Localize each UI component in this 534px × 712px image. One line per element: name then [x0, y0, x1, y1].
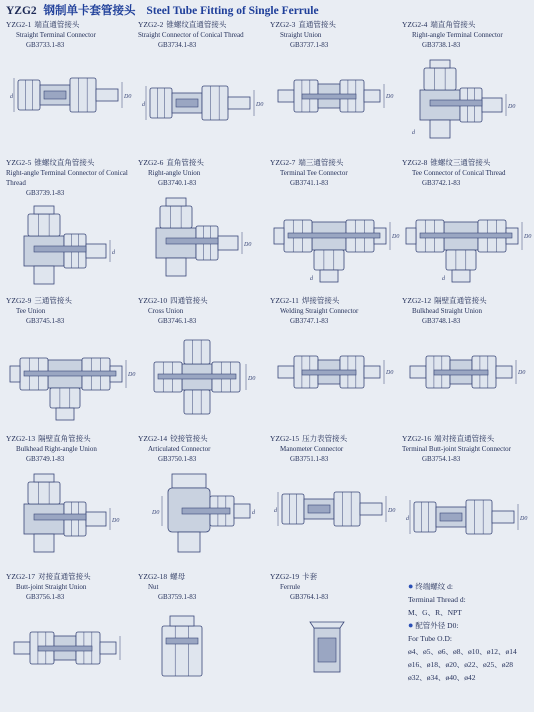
fitting-sketch-6: [274, 198, 398, 288]
fitting-drawing: [142, 612, 266, 702]
fitting-standard: GB3739.1-83: [26, 189, 65, 197]
fitting-name-en: Straight Connector of Conical Thread: [138, 31, 244, 39]
legend-thread-cn-row: [408, 580, 530, 593]
fitting-name-en: Tee Connector of Conical Thread: [412, 169, 506, 177]
fitting-code-name: [6, 296, 138, 306]
fitting-code-name: [270, 434, 402, 444]
fitting-name-en: Right-angle Terminal Connector of Conical Thread: [6, 169, 128, 187]
fitting-drawing: [274, 198, 398, 288]
fitting-drawing: [10, 60, 134, 150]
fitting-caption: [6, 572, 138, 602]
fitting-code-name: [138, 434, 270, 444]
fitting-name-en: Bulkhead Right-angle Union: [16, 445, 97, 453]
fitting-name-cn: 对接直通管接头: [38, 572, 91, 581]
svg-text:D0: D0: [392, 234, 400, 240]
fitting-name-cn: 锥螺纹三通管接头: [430, 158, 491, 167]
fitting-code-name: [6, 20, 138, 30]
fitting-code-name: [402, 434, 534, 444]
fitting-name-cn: 螺母: [170, 572, 186, 581]
fitting-caption: [138, 296, 270, 326]
svg-text:d: d: [10, 94, 13, 100]
title-english: Steel Tube Fitting of Single Ferrule: [146, 5, 319, 17]
fitting-drawing: [10, 336, 134, 426]
fitting-sketch-14: [274, 474, 398, 564]
fitting-caption: [138, 434, 270, 464]
fitting-sketch-1: [142, 68, 266, 158]
fitting-code: YZG2-13: [6, 434, 36, 443]
page-title: [6, 2, 319, 18]
fitting-name-en: Manometer Connector: [280, 445, 344, 453]
fitting-standard: GB3746.1-83: [158, 317, 197, 325]
legend-tube-cn: 配管外径 D0:: [415, 621, 459, 630]
fitting-drawing: [142, 68, 266, 158]
fitting-drawing: [406, 198, 530, 288]
fitting-item: [6, 572, 138, 712]
fitting-code: YZG2-19: [270, 572, 300, 581]
legend-thread-cn: 终端螺纹 d:: [415, 582, 454, 591]
fitting-code: YZG2-11: [270, 296, 299, 305]
fitting-code: YZG2-4: [402, 20, 428, 29]
fitting-name-cn: 压力表管接头: [302, 434, 348, 443]
fitting-item: [6, 20, 138, 160]
fitting-drawing: [406, 60, 530, 150]
svg-text:d: d: [252, 510, 255, 516]
fitting-code-name: [270, 296, 402, 306]
fitting-code-name: [402, 158, 534, 168]
fitting-standard: GB3741.1-83: [290, 179, 329, 187]
legend-thread-en: Terminal Thread d:: [408, 595, 466, 604]
fitting-sketch-18: [274, 612, 398, 702]
fitting-name-en: Nut: [148, 583, 159, 591]
fitting-sketch-4: [10, 206, 134, 296]
fitting-code: YZG2-1: [6, 20, 32, 29]
fitting-name-cn: 端对接直通管接头: [434, 434, 495, 443]
fitting-drawing: [10, 612, 134, 702]
fitting-code: YZG2-5: [6, 158, 32, 167]
fitting-drawing: [406, 336, 530, 426]
svg-text:D0: D0: [256, 102, 264, 108]
fitting-sketch-0: [10, 60, 134, 150]
svg-text:D0: D0: [386, 94, 394, 100]
fitting-caption: [270, 296, 402, 326]
svg-text:d: d: [274, 508, 277, 514]
fitting-item: [402, 434, 534, 574]
fitting-item: [402, 296, 534, 436]
fitting-code: YZG2-12: [402, 296, 432, 305]
fitting-caption: [402, 296, 534, 326]
fitting-name-cn: 锥螺纹直通管接头: [166, 20, 227, 29]
fitting-caption: [6, 20, 138, 50]
fitting-sketch-7: [406, 198, 530, 288]
fitting-name-cn: 直角管接头: [166, 158, 204, 167]
fitting-standard: GB3749.1-83: [26, 455, 65, 463]
fitting-name-cn: 卡套: [302, 572, 318, 581]
fitting-name-cn: 三通管接头: [34, 296, 72, 305]
fitting-name-en: Right-angle Union: [148, 169, 201, 177]
svg-text:d: d: [406, 516, 409, 522]
fitting-sketch-16: [10, 612, 134, 702]
fitting-drawing: [274, 60, 398, 150]
fitting-name-cn: 隔壁直角管接头: [38, 434, 91, 443]
fitting-code-name: [6, 572, 138, 582]
fitting-sketch-5: [142, 198, 266, 288]
fitting-standard: GB3751.1-83: [290, 455, 329, 463]
fitting-name-cn: 四通管接头: [170, 296, 208, 305]
fitting-name-cn: 端三通管接头: [298, 158, 344, 167]
fitting-drawing: [142, 336, 266, 426]
title-code: YZG2: [6, 5, 37, 17]
bullet-icon: ●: [408, 581, 414, 591]
fitting-caption: [138, 158, 270, 188]
fitting-standard: GB3733.1-83: [26, 41, 65, 49]
fitting-drawing: [274, 612, 398, 702]
fitting-sketch-3: [406, 60, 530, 150]
legend-tube-en: For Tube O.D:: [408, 634, 452, 643]
fitting-code-name: [138, 158, 270, 168]
legend-tube-line-3: ø32、ø34、ø40、ø42: [408, 673, 476, 682]
fitting-name-en: Articulated Connector: [148, 445, 211, 453]
fitting-standard: GB3764.1-83: [290, 593, 329, 601]
fitting-standard: GB3738.1-83: [422, 41, 461, 49]
fitting-sketch-9: [142, 336, 266, 426]
fitting-code: YZG2-14: [138, 434, 168, 443]
fitting-caption: [270, 158, 402, 188]
fitting-standard: GB3740.1-83: [158, 179, 197, 187]
fitting-item: [270, 296, 402, 436]
legend-tube-line-1: ø4、ø5、ø6、ø8、ø10、ø12、ø14: [408, 647, 517, 656]
fitting-name-en: Welding Straight Connector: [280, 307, 359, 315]
fitting-sketch-17: [142, 612, 266, 702]
fitting-name-en: Tee Union: [16, 307, 46, 315]
fitting-standard: GB3745.1-83: [26, 317, 65, 325]
fitting-code-name: [138, 20, 270, 30]
fitting-sketch-15: [406, 482, 530, 572]
legend-thread-values: M、G、R、NPT: [408, 608, 462, 617]
fitting-code: YZG2-7: [270, 158, 296, 167]
fitting-sketch-13: [142, 474, 266, 564]
fitting-code-name: [402, 20, 534, 30]
fitting-item: [6, 296, 138, 436]
legend-tube-cn-row: [408, 619, 530, 632]
fitting-code: YZG2-18: [138, 572, 168, 581]
svg-text:D0: D0: [248, 376, 256, 382]
fitting-drawing: [406, 482, 530, 572]
svg-text:d: d: [412, 130, 415, 136]
fitting-name-cn: 锥螺纹直角管接头: [34, 158, 95, 167]
svg-text:D0: D0: [152, 510, 160, 516]
fitting-standard: GB3734.1-83: [158, 41, 197, 49]
svg-text:D0: D0: [112, 518, 120, 524]
fitting-name-cn: 焊接管接头: [301, 296, 340, 305]
fitting-caption: [6, 296, 138, 326]
fitting-item: [402, 158, 534, 298]
fitting-caption: [270, 572, 402, 602]
fitting-sketch-10: [274, 336, 398, 426]
bullet-icon: ●: [408, 620, 414, 630]
fitting-caption: [138, 20, 270, 50]
fitting-item: [138, 434, 270, 574]
svg-text:D0: D0: [388, 508, 396, 514]
fitting-name-cn: 隔壁直通管接头: [434, 296, 487, 305]
fitting-sketch-12: [10, 474, 134, 564]
fitting-caption: [138, 572, 270, 602]
fitting-standard: GB3759.1-83: [158, 593, 197, 601]
fitting-item: [270, 434, 402, 574]
fitting-name-cn: 铰接管接头: [170, 434, 208, 443]
fitting-standard: GB3756.1-83: [26, 593, 65, 601]
legend-tube-line-2: ø16、ø18、ø20、ø22、ø25、ø28: [408, 660, 513, 669]
svg-text:D0: D0: [520, 516, 528, 522]
svg-text:D0: D0: [508, 104, 516, 110]
fitting-drawing: [10, 206, 134, 296]
fitting-sketch-2: [274, 60, 398, 150]
fitting-name-cn: 端直通管接头: [34, 20, 80, 29]
fitting-caption: [402, 158, 534, 188]
fitting-code-name: [270, 20, 402, 30]
fitting-drawing: [142, 474, 266, 564]
fitting-item: [138, 296, 270, 436]
fitting-code: YZG2-16: [402, 434, 432, 443]
fitting-standard: GB3750.1-83: [158, 455, 197, 463]
fitting-code-name: [138, 572, 270, 582]
fitting-name-en: Right-angle Terminal Connector: [412, 31, 503, 39]
fitting-drawing: [142, 198, 266, 288]
fitting-item: [6, 158, 138, 298]
fitting-code: YZG2-15: [270, 434, 300, 443]
fitting-item: [138, 572, 270, 712]
fitting-name-cn: 端直角管接头: [430, 20, 476, 29]
fitting-item: [402, 20, 534, 160]
fitting-caption: [270, 20, 402, 50]
fitting-drawing: [274, 474, 398, 564]
fitting-name-en: Straight Terminal Connector: [16, 31, 96, 39]
svg-text:D0: D0: [128, 372, 136, 378]
fitting-item: [6, 434, 138, 574]
fitting-name-cn: 直通管接头: [298, 20, 336, 29]
fitting-standard: GB3754.1-83: [422, 455, 461, 463]
svg-text:D0: D0: [244, 242, 252, 248]
fitting-code: YZG2-17: [6, 572, 36, 581]
fitting-sketch-8: [10, 336, 134, 426]
svg-text:D0: D0: [386, 370, 394, 376]
fitting-code-name: [138, 296, 270, 306]
svg-text:d: d: [142, 102, 145, 108]
fitting-standard: GB3747.1-83: [290, 317, 329, 325]
fitting-name-en: Bulkhead Straight Union: [412, 307, 482, 315]
fitting-name-en: Straight Union: [280, 31, 322, 39]
fitting-caption: [6, 434, 138, 464]
fitting-item: [270, 158, 402, 298]
fitting-code: YZG2-3: [270, 20, 296, 29]
fitting-code: YZG2-6: [138, 158, 164, 167]
fitting-drawing: [274, 336, 398, 426]
svg-text:D0: D0: [524, 234, 532, 240]
specification-legend: [408, 580, 530, 684]
fitting-code: YZG2-10: [138, 296, 168, 305]
fitting-name-en: Terminal Tee Connector: [280, 169, 348, 177]
svg-text:d: d: [442, 276, 445, 282]
fitting-item: [138, 158, 270, 298]
svg-text:D0: D0: [518, 370, 526, 376]
svg-text:D0: D0: [124, 94, 132, 100]
title-chinese: 钢制单卡套管接头: [43, 5, 136, 17]
fitting-standard: GB3742.1-83: [422, 179, 461, 187]
fitting-item: [138, 20, 270, 160]
svg-text:d: d: [310, 276, 313, 282]
svg-text:d: d: [112, 250, 115, 256]
fitting-code: YZG2-8: [402, 158, 428, 167]
fitting-standard: GB3737.1-83: [290, 41, 329, 49]
fitting-caption: [402, 434, 534, 464]
fitting-caption: [402, 20, 534, 50]
fitting-code-name: [6, 434, 138, 444]
fitting-code-name: [402, 296, 534, 306]
fitting-standard: GB3748.1-83: [422, 317, 461, 325]
fitting-code-name: [6, 158, 138, 168]
fitting-caption: [270, 434, 402, 464]
fitting-drawing: [10, 474, 134, 564]
fitting-name-en: Cross Union: [148, 307, 184, 315]
fitting-caption: [6, 158, 138, 198]
fitting-name-en: Ferrule: [280, 583, 301, 591]
fitting-code: YZG2-9: [6, 296, 32, 305]
fitting-sketch-11: [406, 336, 530, 426]
fitting-code: YZG2-2: [138, 20, 164, 29]
fitting-item: [270, 20, 402, 160]
fitting-code-name: [270, 158, 402, 168]
fitting-item: [270, 572, 402, 712]
fitting-code-name: [270, 572, 402, 582]
fitting-name-en: Butt-joint Straight Union: [16, 583, 87, 591]
fitting-name-en: Terminal Butt-joint Straight Connector: [402, 445, 511, 453]
